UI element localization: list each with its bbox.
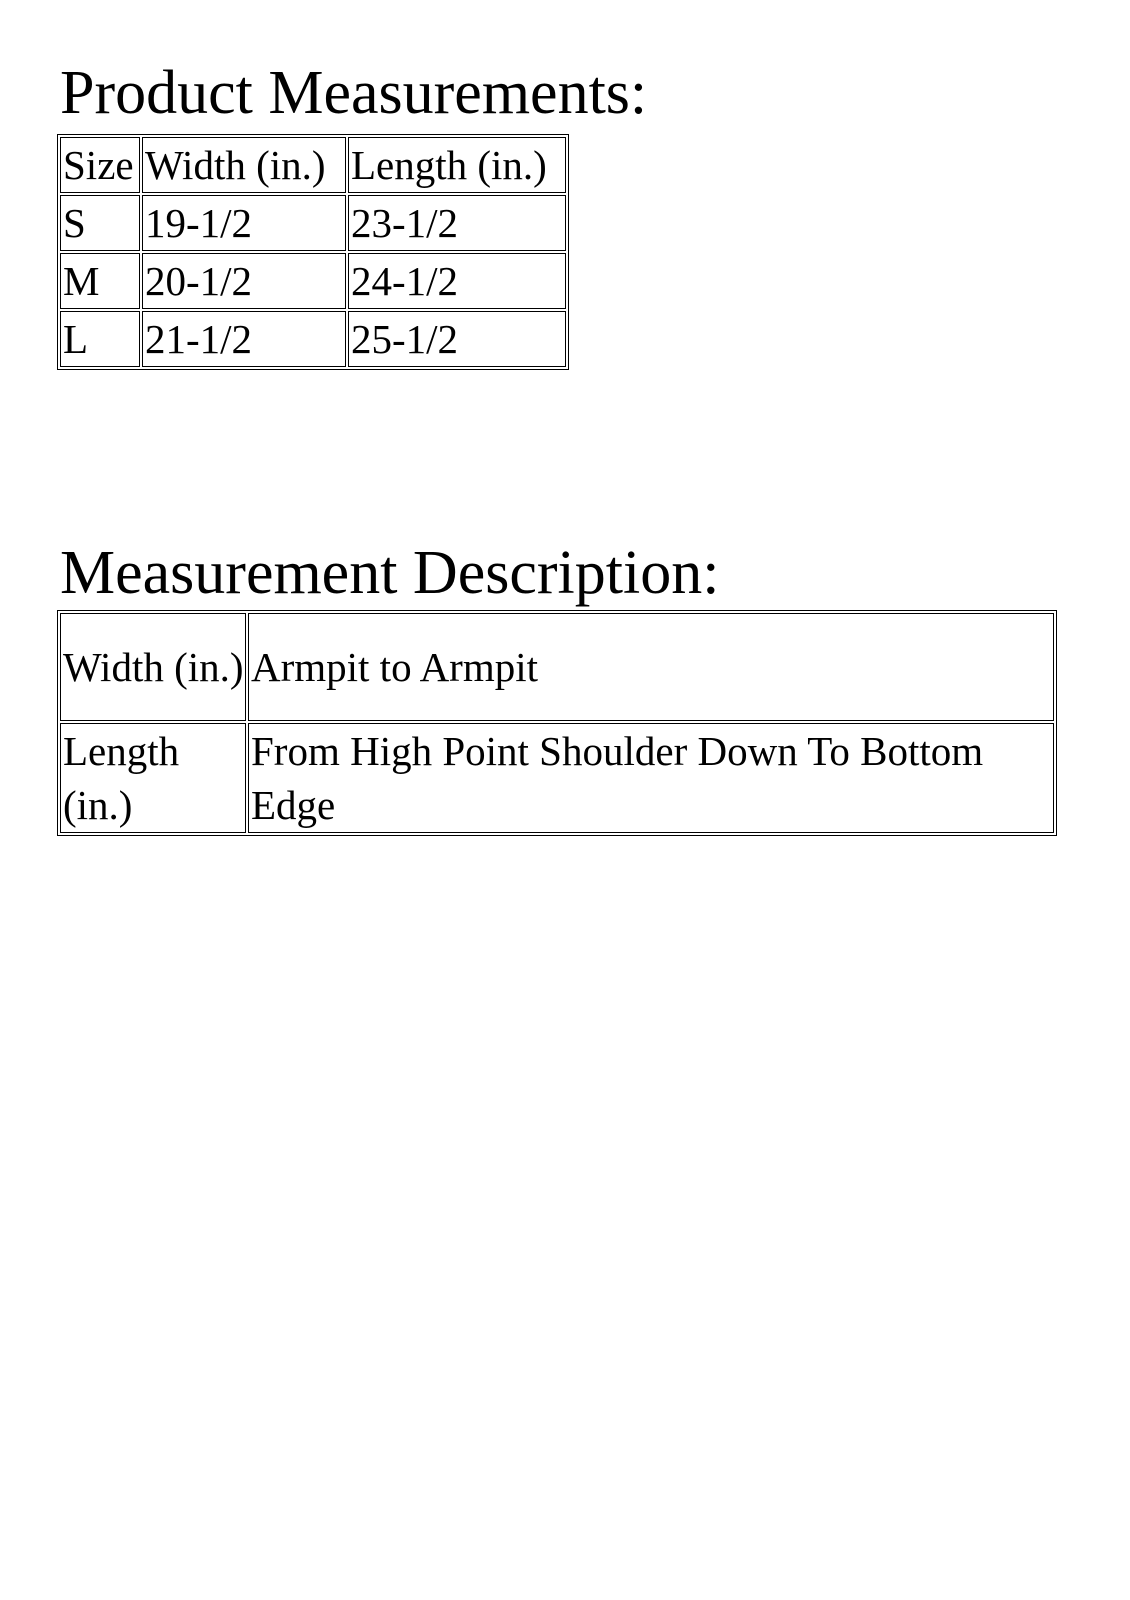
length-cell: 23-1/2 xyxy=(348,195,566,251)
measurement-label-cell: Width (in.) xyxy=(60,613,246,721)
column-header-width: Width (in.) xyxy=(142,137,346,193)
product-measurements-heading: Product Measurements: xyxy=(60,59,648,127)
length-cell: 25-1/2 xyxy=(348,311,566,367)
measurement-label-cell: Length (in.) xyxy=(60,723,246,833)
size-table xyxy=(57,134,569,370)
size-cell: S xyxy=(60,195,140,251)
table-row xyxy=(60,253,566,309)
measurement-description-heading: Measurement Description: xyxy=(60,539,720,607)
table-row xyxy=(60,311,566,367)
size-cell: M xyxy=(60,253,140,309)
measurement-description-cell: Armpit to Armpit xyxy=(248,613,1054,721)
table-row xyxy=(60,613,1054,721)
table-row xyxy=(60,195,566,251)
width-cell: 20-1/2 xyxy=(142,253,346,309)
column-header-size: Size xyxy=(60,137,140,193)
table-row xyxy=(60,723,1054,833)
description-table xyxy=(57,610,1057,836)
width-cell: 21-1/2 xyxy=(142,311,346,367)
size-cell: L xyxy=(60,311,140,367)
column-header-length: Length (in.) xyxy=(348,137,566,193)
measurement-description-cell: From High Point Shoulder Down To Bottom Edge xyxy=(248,723,1054,833)
length-cell: 24-1/2 xyxy=(348,253,566,309)
table-header-row xyxy=(60,137,566,193)
width-cell: 19-1/2 xyxy=(142,195,346,251)
